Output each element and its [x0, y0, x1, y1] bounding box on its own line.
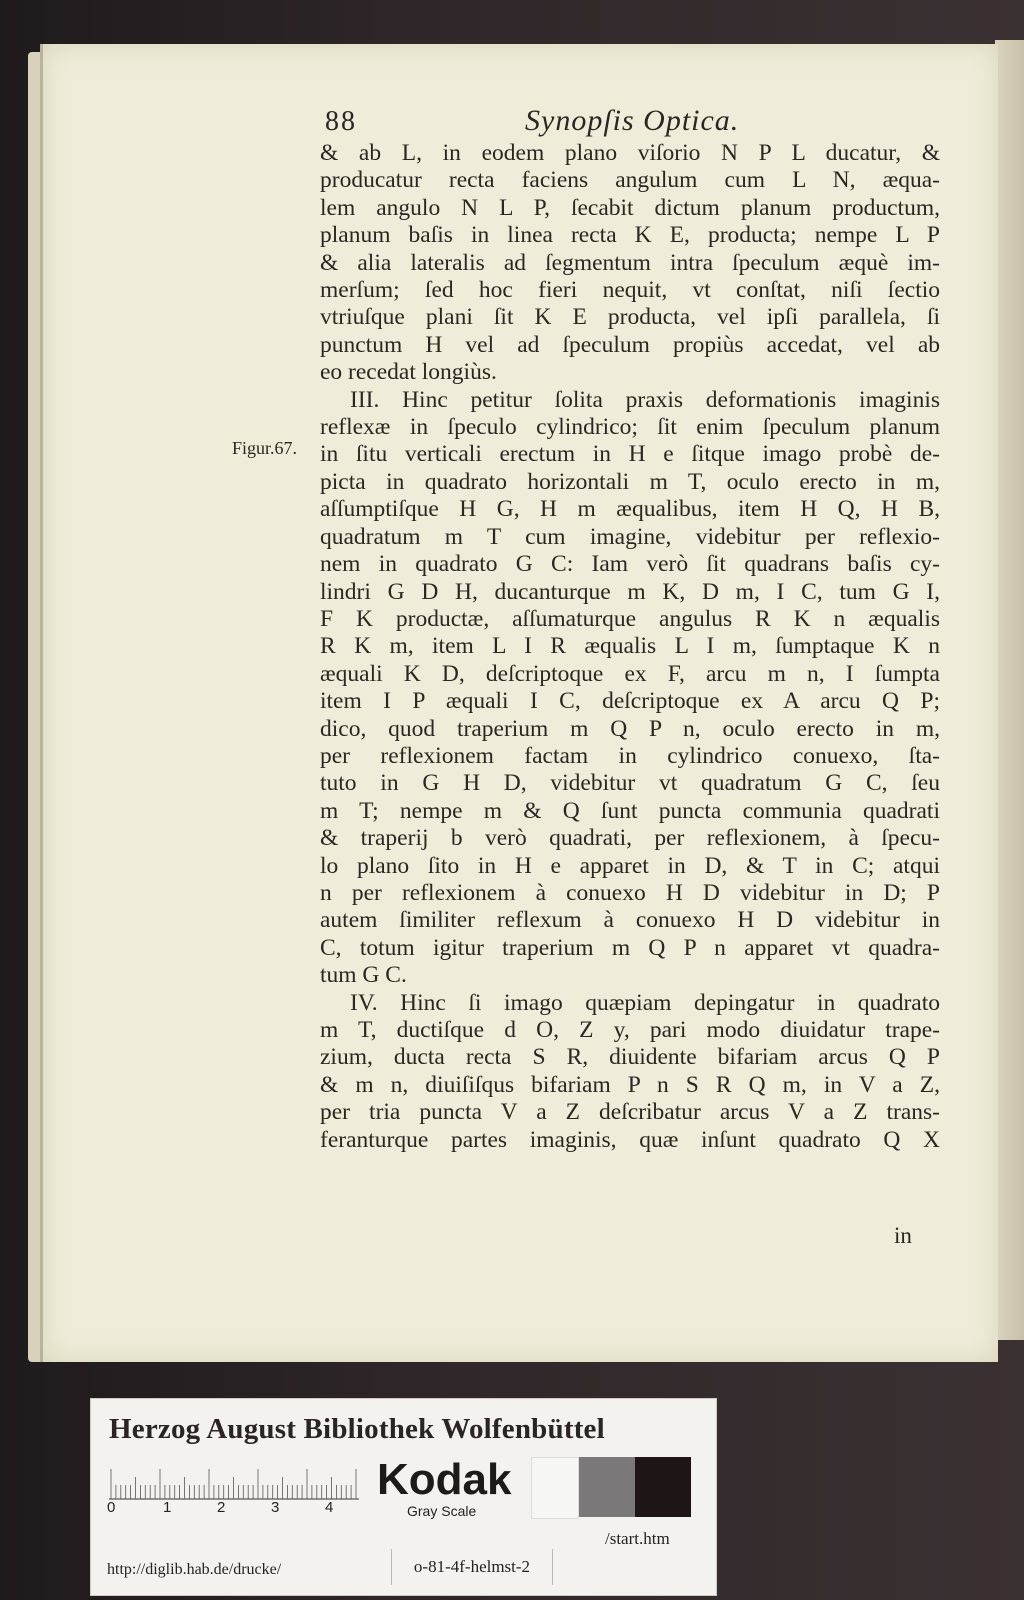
text-line: reflexæ in ſpeculo cylindrico; ſit enim ſpeculum planum [320, 414, 940, 441]
text-line: item I P æquali I C, deſcriptoque ex A arcu Q P; [320, 688, 940, 715]
gray-swatch-white [531, 1457, 579, 1519]
text-line: feranturque partes imaginis, quæ inſunt quadrato Q X [320, 1126, 940, 1153]
text-line: autem ſimiliter reflexum à conuexo H D videbitur in [320, 907, 940, 934]
text-line: vtriuſque plani ſit K E producta, vel ipſi parallela, ſi [320, 304, 940, 331]
text-line: quadratum m T cum imagine, videbitur per reflexio- [320, 523, 940, 550]
text-line: m T, ductiſque d O, Z y, pari modo diuidatur trape- [320, 1017, 940, 1043]
text-line: picta in quadrato horizontali m T, oculo erecto in m, [320, 468, 940, 495]
text-line: n per reflexionem à conuexo H D videbitur in D; P [320, 879, 940, 906]
ruler-number: 1 [163, 1499, 172, 1516]
text-line: per reflexionem factam in cylindrico conuexo, ſta- [320, 742, 940, 769]
gray-swatch-mid [579, 1457, 635, 1517]
text-line: & m n, diuiſiſqus bifariam P n S R Q m, in V a Z, [320, 1071, 940, 1098]
margin-figure-reference: Figur.67. [232, 438, 298, 458]
text-line: producatur recta faciens angulum cum L N, æqua- [320, 167, 940, 194]
text-line: m T; nempe m & Q ſunt puncta communia quadrati [320, 797, 940, 824]
text-line: tum G C. [320, 962, 407, 989]
gray-swatch-black [635, 1457, 691, 1517]
body-text [320, 140, 940, 1154]
kodak-logo: Kodak [377, 1455, 512, 1504]
text-line: eo recedat longiùs. [320, 359, 497, 386]
text-line: IV. Hinc ſi imago quæpiam depingatur in quadrato [350, 989, 940, 1016]
catchword: in [894, 1223, 912, 1248]
ruler-number: 2 [217, 1499, 226, 1516]
text-line: planum baſis in linea recta K E, producta; nempe L P [320, 222, 940, 249]
library-color-target [90, 1398, 717, 1596]
text-line: lindri G D H, ducanturque m K, D m, I C, tum G I, [320, 578, 940, 605]
text-line: zium, ducta recta S R, diuidente bifariam arcus Q P [320, 1044, 940, 1071]
text-line: & traperij b verò quadrati, per reflexionem, à ſpecu- [320, 825, 940, 852]
text-line: F K productæ, aſſumaturque angulus R K n æqualis [320, 605, 940, 632]
text-line: & ab L, in eodem plano viſorio N P L ducatur, & [320, 140, 940, 166]
text-line: C, totum igitur traperium m Q P n apparet vt quadra- [320, 934, 940, 961]
text-line: aſſumptiſque H G, H m æqualibus, item H Q, H B, [320, 496, 940, 523]
start-page-path: /start.htm [605, 1529, 670, 1548]
ruler-number: 4 [325, 1499, 334, 1516]
library-url: http://diglib.hab.de/drucke/ [107, 1561, 282, 1578]
text-line: lo plano ſito in H e apparet in D, & T in C; atqui [320, 852, 940, 879]
text-line: R K m, item L I R æqualis L I m, ſumptaque K n [320, 633, 940, 660]
text-line: tuto in G H D, videbitur vt quadratum G C, ſeu [320, 770, 940, 797]
running-title: Synopſis Optica. [525, 104, 740, 137]
ruler-number: 0 [107, 1499, 116, 1516]
document-id: o-81-4f-helmst-2 [391, 1549, 553, 1585]
text-line: punctum H vel ad ſpeculum propiùs accedat, vel ab [320, 331, 940, 358]
facing-page-strip [995, 40, 1024, 1340]
ruler-number: 3 [271, 1499, 280, 1516]
text-line: III. Hinc petitur ſolita praxis deformationis imaginis [350, 386, 940, 413]
text-line: nem in quadrato G C: Iam verò ſit quadrans baſis cy- [320, 551, 940, 578]
text-line: dico, quod traperium m Q P n, oculo erecto in m, [320, 715, 940, 742]
library-name: Herzog August Bibliothek Wolfenbüttel [109, 1413, 605, 1445]
page-header [325, 100, 945, 144]
gray-scale-label: Gray Scale [407, 1503, 477, 1519]
page-number: 88 [325, 106, 357, 137]
text-line: lem angulo N L P, ſecabit dictum planum productum, [320, 194, 940, 221]
text-line: per tria puncta V a Z deſcribatur arcus V a Z trans- [320, 1099, 940, 1126]
ruler-scale [109, 1461, 359, 1501]
text-line: æquali K D, deſcriptoque ex F, arcu m n, I ſumpta [320, 660, 940, 687]
text-line: & alia lateralis ad ſegmentum intra ſpeculum æquè im- [320, 249, 940, 276]
text-line: merſum; ſed hoc fieri nequit, vt conſtat, niſi ſectio [320, 277, 940, 304]
text-line: in ſitu verticali erectum in H e ſitque imago probè de- [320, 441, 940, 468]
